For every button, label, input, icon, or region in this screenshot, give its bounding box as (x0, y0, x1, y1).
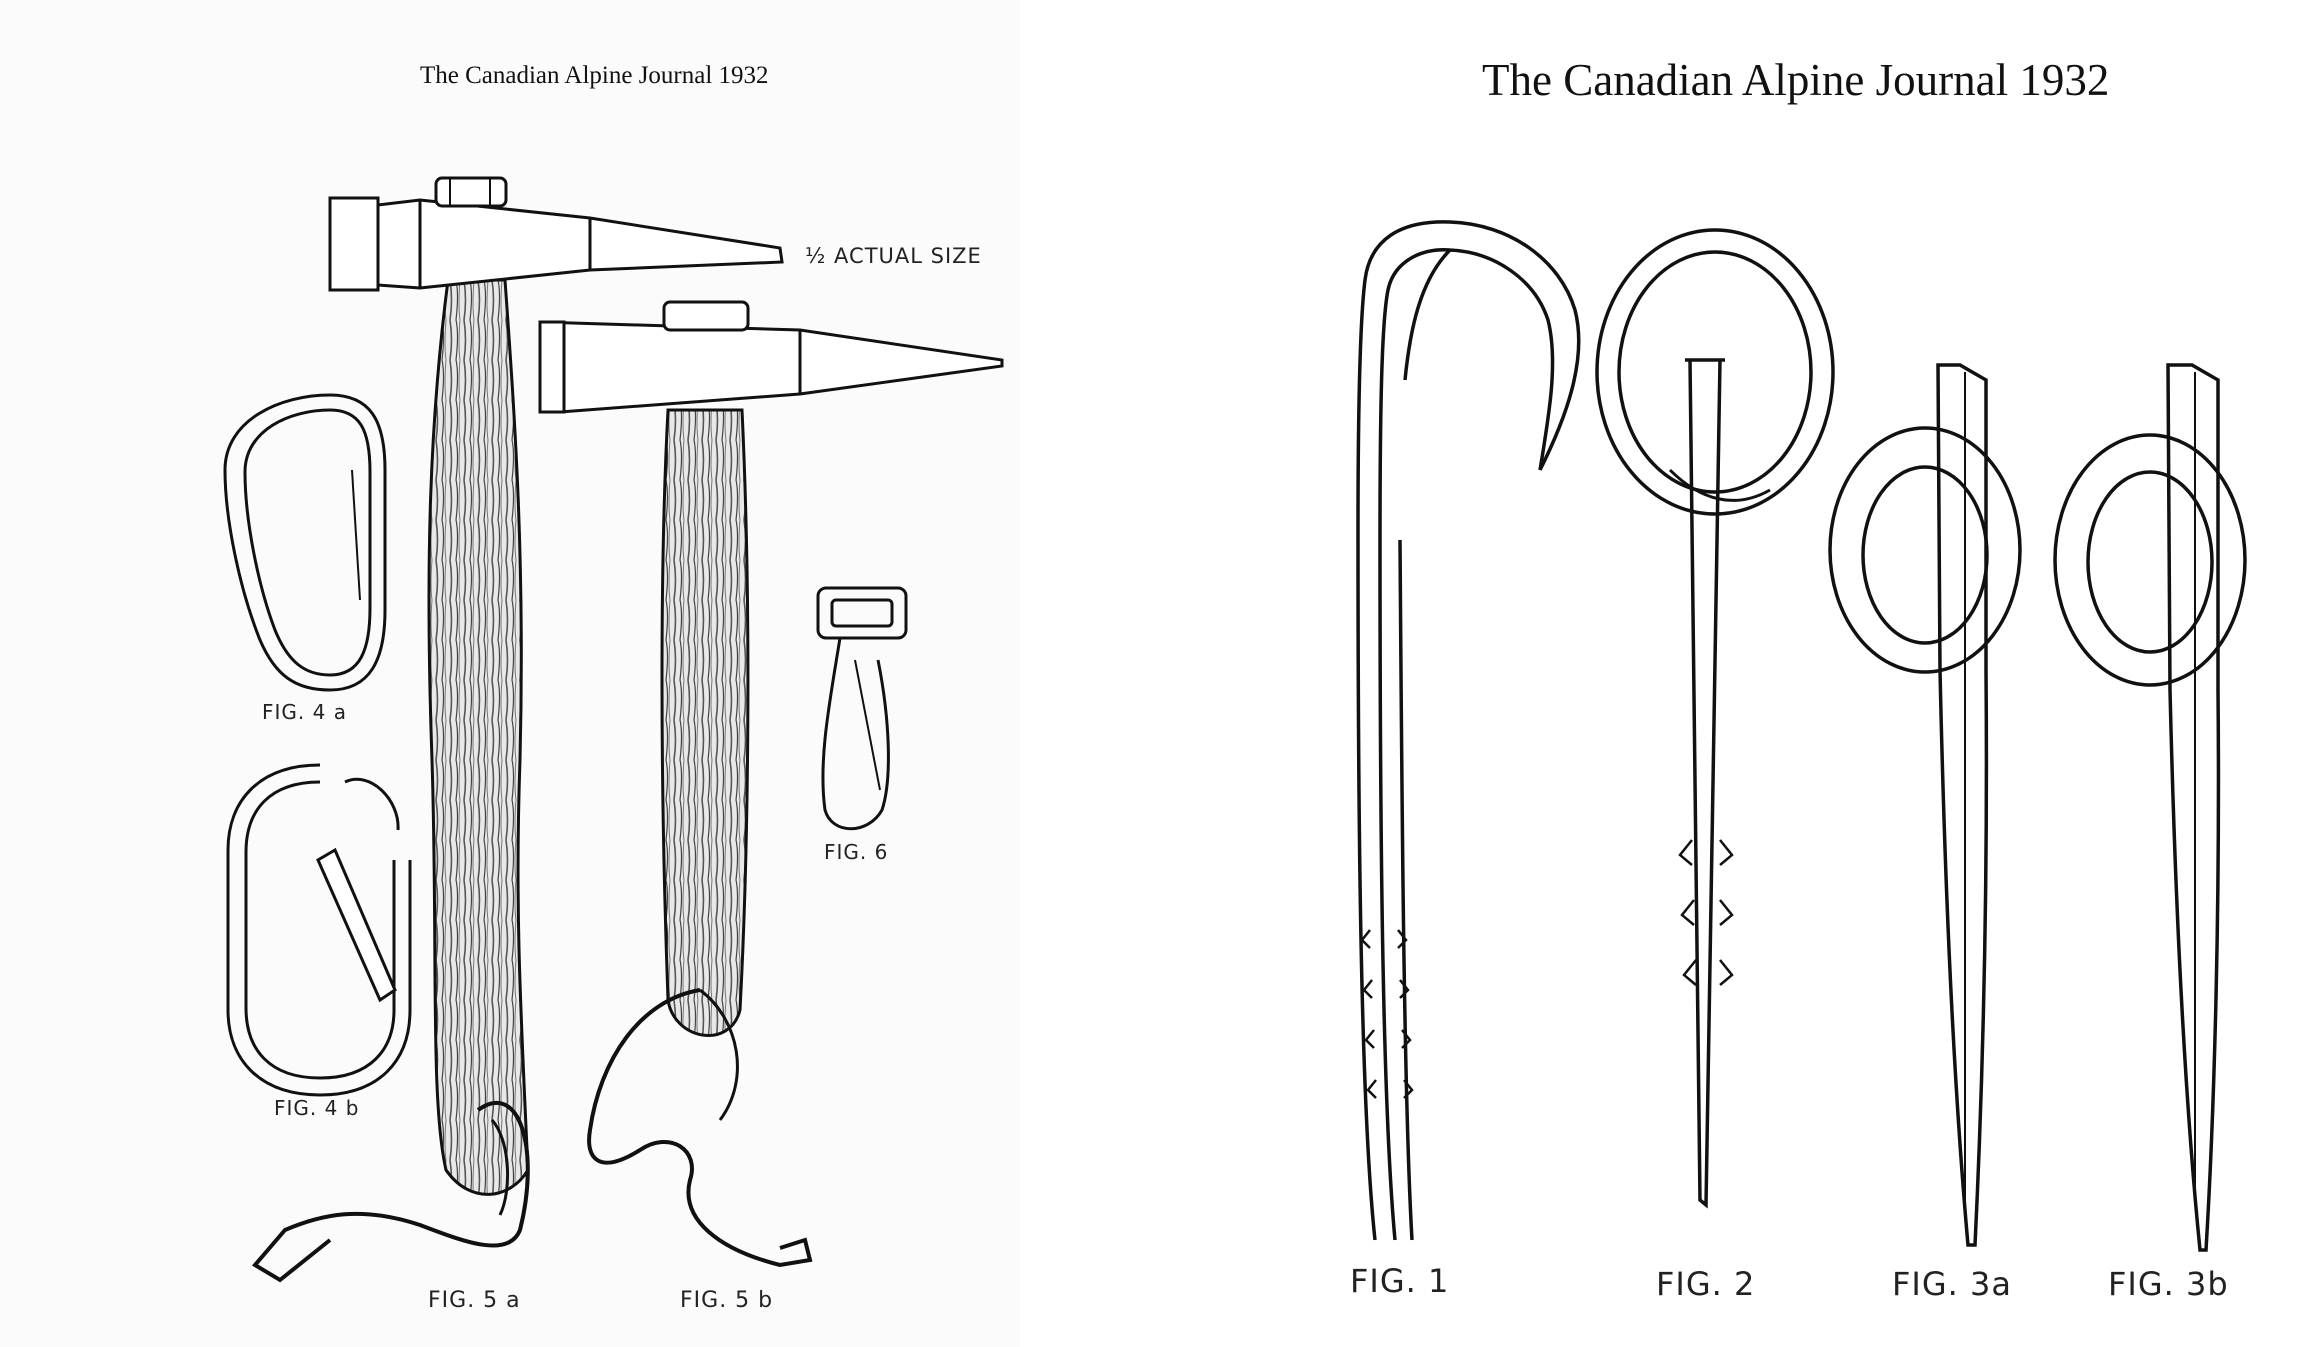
piton-fig-3a-drawing (1830, 365, 2020, 1245)
left-page-header: The Canadian Alpine Journal 1932 (420, 62, 769, 89)
fig-5a-label: FIG. 5 a (428, 1288, 521, 1313)
right-page-illustration (1020, 0, 2320, 1347)
fig-3b-label: FIG. 3b (2108, 1265, 2229, 1303)
snap-hook-6-drawing (818, 588, 906, 829)
carabiner-4a-drawing (225, 395, 385, 690)
scale-note-half-actual-size: ½ ACTUAL SIZE (805, 244, 982, 268)
fig-4a-label: FIG. 4 a (262, 700, 347, 724)
carabiner-4b-drawing (228, 765, 410, 1095)
fig-2-label: FIG. 2 (1656, 1265, 1756, 1303)
fig-1-label: FIG. 1 (1350, 1262, 1450, 1300)
piton-fig-2-drawing (1597, 230, 1833, 1205)
left-page (0, 0, 1020, 1347)
hammer-5b-drawing (540, 302, 1002, 1265)
left-page-illustration (0, 0, 1020, 1347)
piton-fig-1-drawing (1358, 222, 1579, 1240)
fig-5b-label: FIG. 5 b (680, 1288, 774, 1313)
piton-fig-3b-drawing (2055, 365, 2245, 1250)
fig-6-label: FIG. 6 (824, 840, 889, 864)
right-page (1020, 0, 2320, 1347)
right-page-header: The Canadian Alpine Journal 1932 (1482, 55, 2110, 105)
fig-4b-label: FIG. 4 b (274, 1096, 360, 1120)
fig-3a-label: FIG. 3a (1892, 1265, 2012, 1303)
